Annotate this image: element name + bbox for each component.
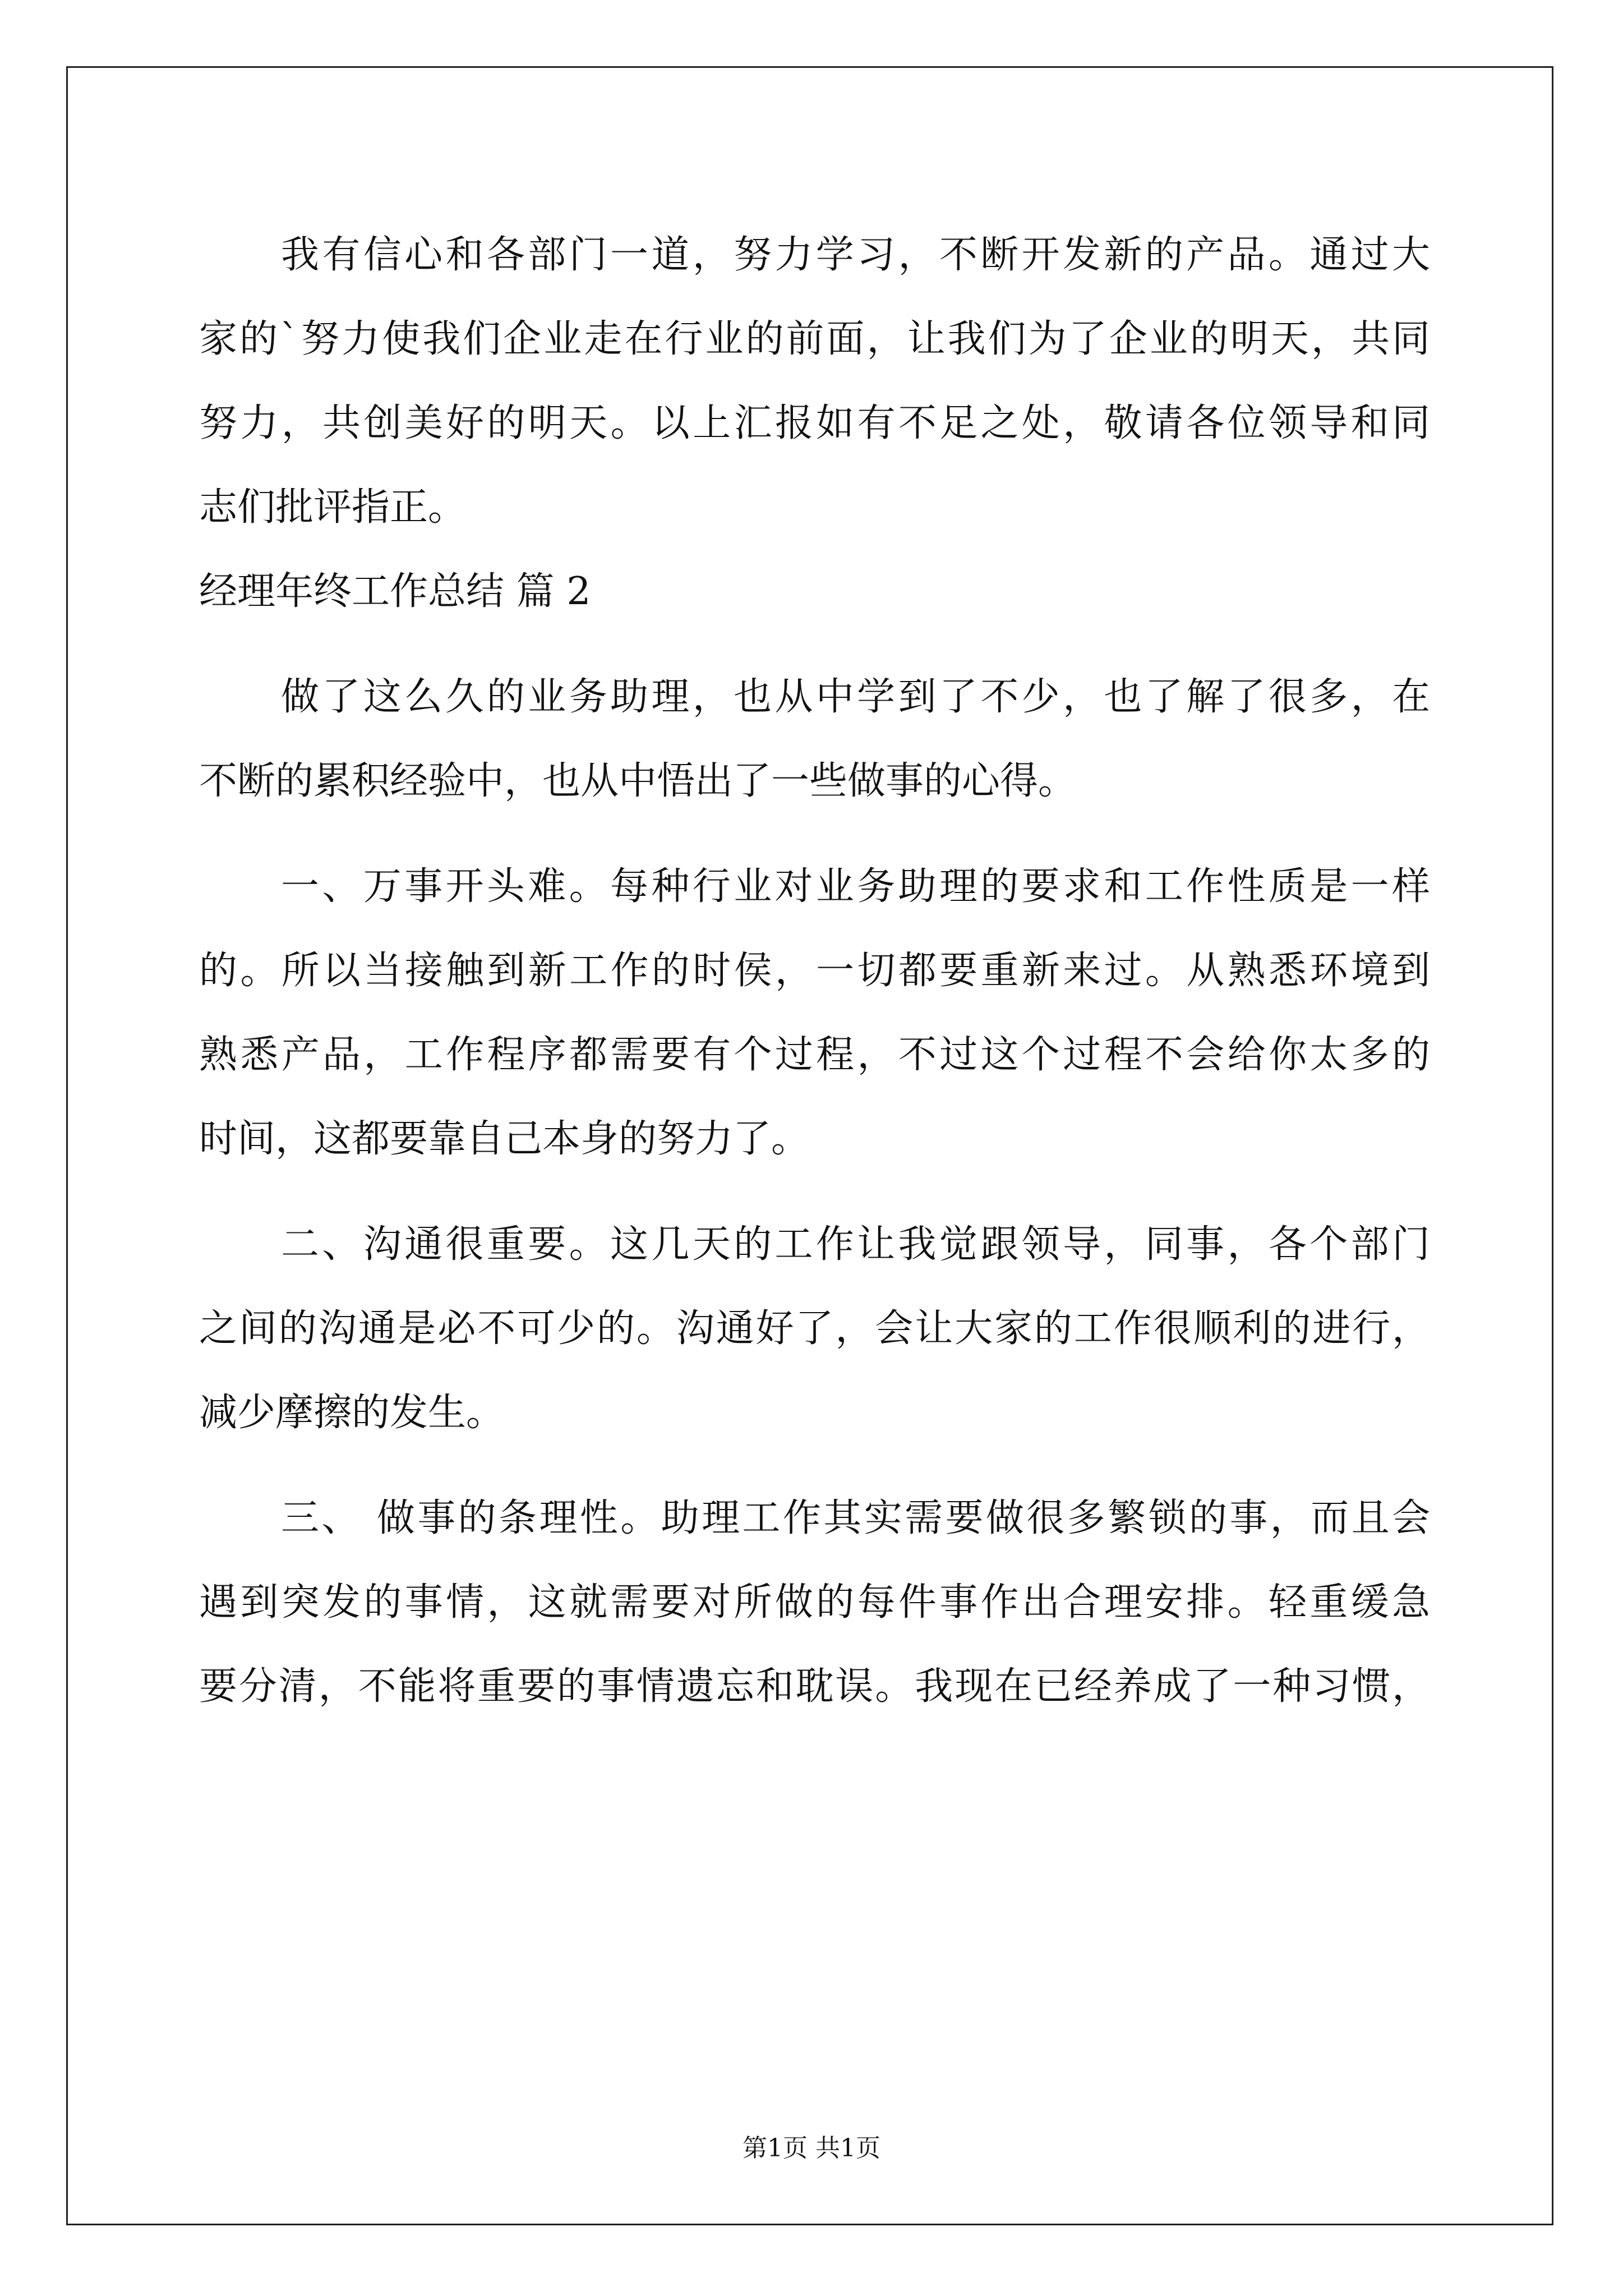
paragraph-line: 要分清，不能将重要的事情遗忘和耽误。我现在已经养成了一种习惯， xyxy=(199,1664,1430,1709)
paragraph-line: 熟悉产品，工作程序都需要有个过程，不过这个过程不会给你太多的 xyxy=(199,1033,1430,1077)
paragraph-line: 努力，共创美好的明天。以上汇报如有不足之处，敬请各位领导和同 xyxy=(199,401,1430,445)
paragraph-5 xyxy=(199,1476,1430,1729)
paragraph-line: 不断的累积经验中，也从中悟出了一些做事的心得。 xyxy=(199,759,1077,803)
paragraph-line: 时间，这都要靠自己本身的努力了。 xyxy=(199,1117,810,1161)
paragraph-line: 家的`努力使我们企业走在行业的前面，让我们为了企业的明天，共同 xyxy=(199,317,1430,361)
page-footer: 第1页 共1页 xyxy=(743,2134,880,2162)
paragraph-line: 减少摩擦的发生。 xyxy=(199,1391,505,1435)
paragraph-line: 遇到突发的事情，这就需要对所做的每件事作出合理安排。轻重缓急 xyxy=(199,1580,1430,1625)
paragraph-line: 二、沟通很重要。这几天的工作让我觉跟领导，同事，各个部门 xyxy=(281,1222,1430,1267)
paragraph-line: 一、万事开头难。每种行业对业务助理的要求和工作性质是一样 xyxy=(281,864,1430,909)
paragraph-4 xyxy=(199,1203,1430,1455)
paragraph-1 xyxy=(199,213,1430,550)
paragraph-line: 之间的沟通是必不可少的。沟通好了，会让大家的工作很顺利的进行， xyxy=(199,1306,1430,1351)
paragraph-line: 的。所以当接触到新工作的时侯，一切都要重新来过。从熟悉环境到 xyxy=(199,949,1430,993)
paragraph-line: 志们批评指正。 xyxy=(199,485,467,530)
paragraph-3 xyxy=(199,845,1430,1181)
document-body xyxy=(199,213,1430,1729)
paragraph-2 xyxy=(199,655,1430,823)
section-heading: 经理年终工作总结 篇 2 xyxy=(199,569,591,614)
paragraph-line: 三、 做事的条理性。助理工作其实需要做很多繁锁的事，而且会 xyxy=(281,1496,1430,1540)
paragraph-line: 做了这么久的业务助理，也从中学到了不少，也了解了很多，在 xyxy=(281,675,1430,719)
paragraph-line: 我有信心和各部门一道，努力学习，不断开发新的产品。通过大 xyxy=(281,233,1430,277)
